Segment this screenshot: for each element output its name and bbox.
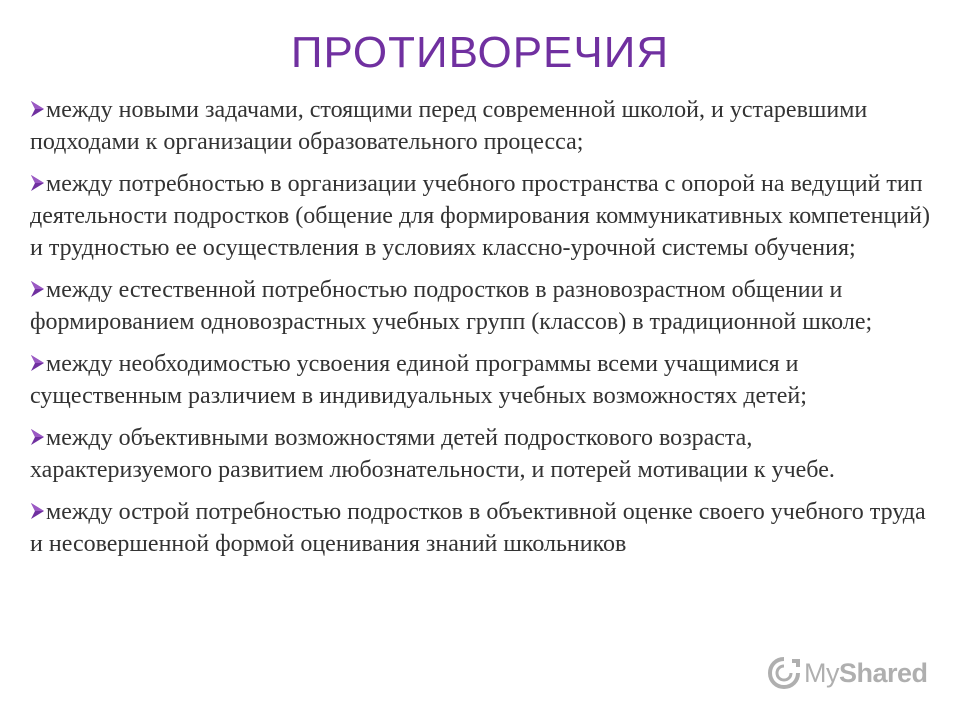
- list-item: [30, 422, 940, 486]
- list-item: [30, 94, 940, 158]
- list-item-text: между новыми задачами, стоящими перед современной школой, и устаревшими подходами к организации образовательного процесса;: [30, 97, 868, 155]
- arrow-bullet-icon: [30, 100, 45, 118]
- myshared-logo-icon: [768, 657, 800, 689]
- contradictions-list: [30, 94, 940, 570]
- watermark-text: MyShared: [804, 657, 928, 688]
- list-item: [30, 348, 940, 412]
- list-item: [30, 496, 940, 560]
- list-item-text: между потребностью в организации учебного пространства с опорой на ведущий тип деятельности подростков (общение для формирования коммуникативных компетенций) и трудностью ее осуществления в условиях классно-урочной системы обучения;: [30, 171, 930, 261]
- list-item-text: между естественной потребностью подростков в разновозрастном общении и формированием одновозрастных учебных групп (классов) в традиционной школе;: [30, 277, 873, 335]
- list-item: [30, 168, 940, 264]
- arrow-bullet-icon: [30, 354, 45, 372]
- list-item: [30, 274, 940, 338]
- watermark: [768, 653, 928, 693]
- list-item-text: между необходимостью усвоения единой программы всеми учащимися и существенным различием в индивидуальных учебных возможностях детей;: [30, 351, 807, 409]
- slide-title: ПРОТИВОРЕЧИЯ: [290, 28, 670, 77]
- list-item-text: между объективными возможностями детей подросткового возраста, характеризуемого развитием любознательности, и потерей мотивации к учебе.: [30, 425, 835, 483]
- arrow-bullet-icon: [30, 502, 45, 520]
- arrow-bullet-icon: [30, 428, 45, 446]
- list-item-text: между острой потребностью подростков в объективной оценке своего учебного труда и несовершенной формой оценивания знаний школьников: [30, 499, 926, 557]
- arrow-bullet-icon: [30, 174, 45, 192]
- arrow-bullet-icon: [30, 280, 45, 298]
